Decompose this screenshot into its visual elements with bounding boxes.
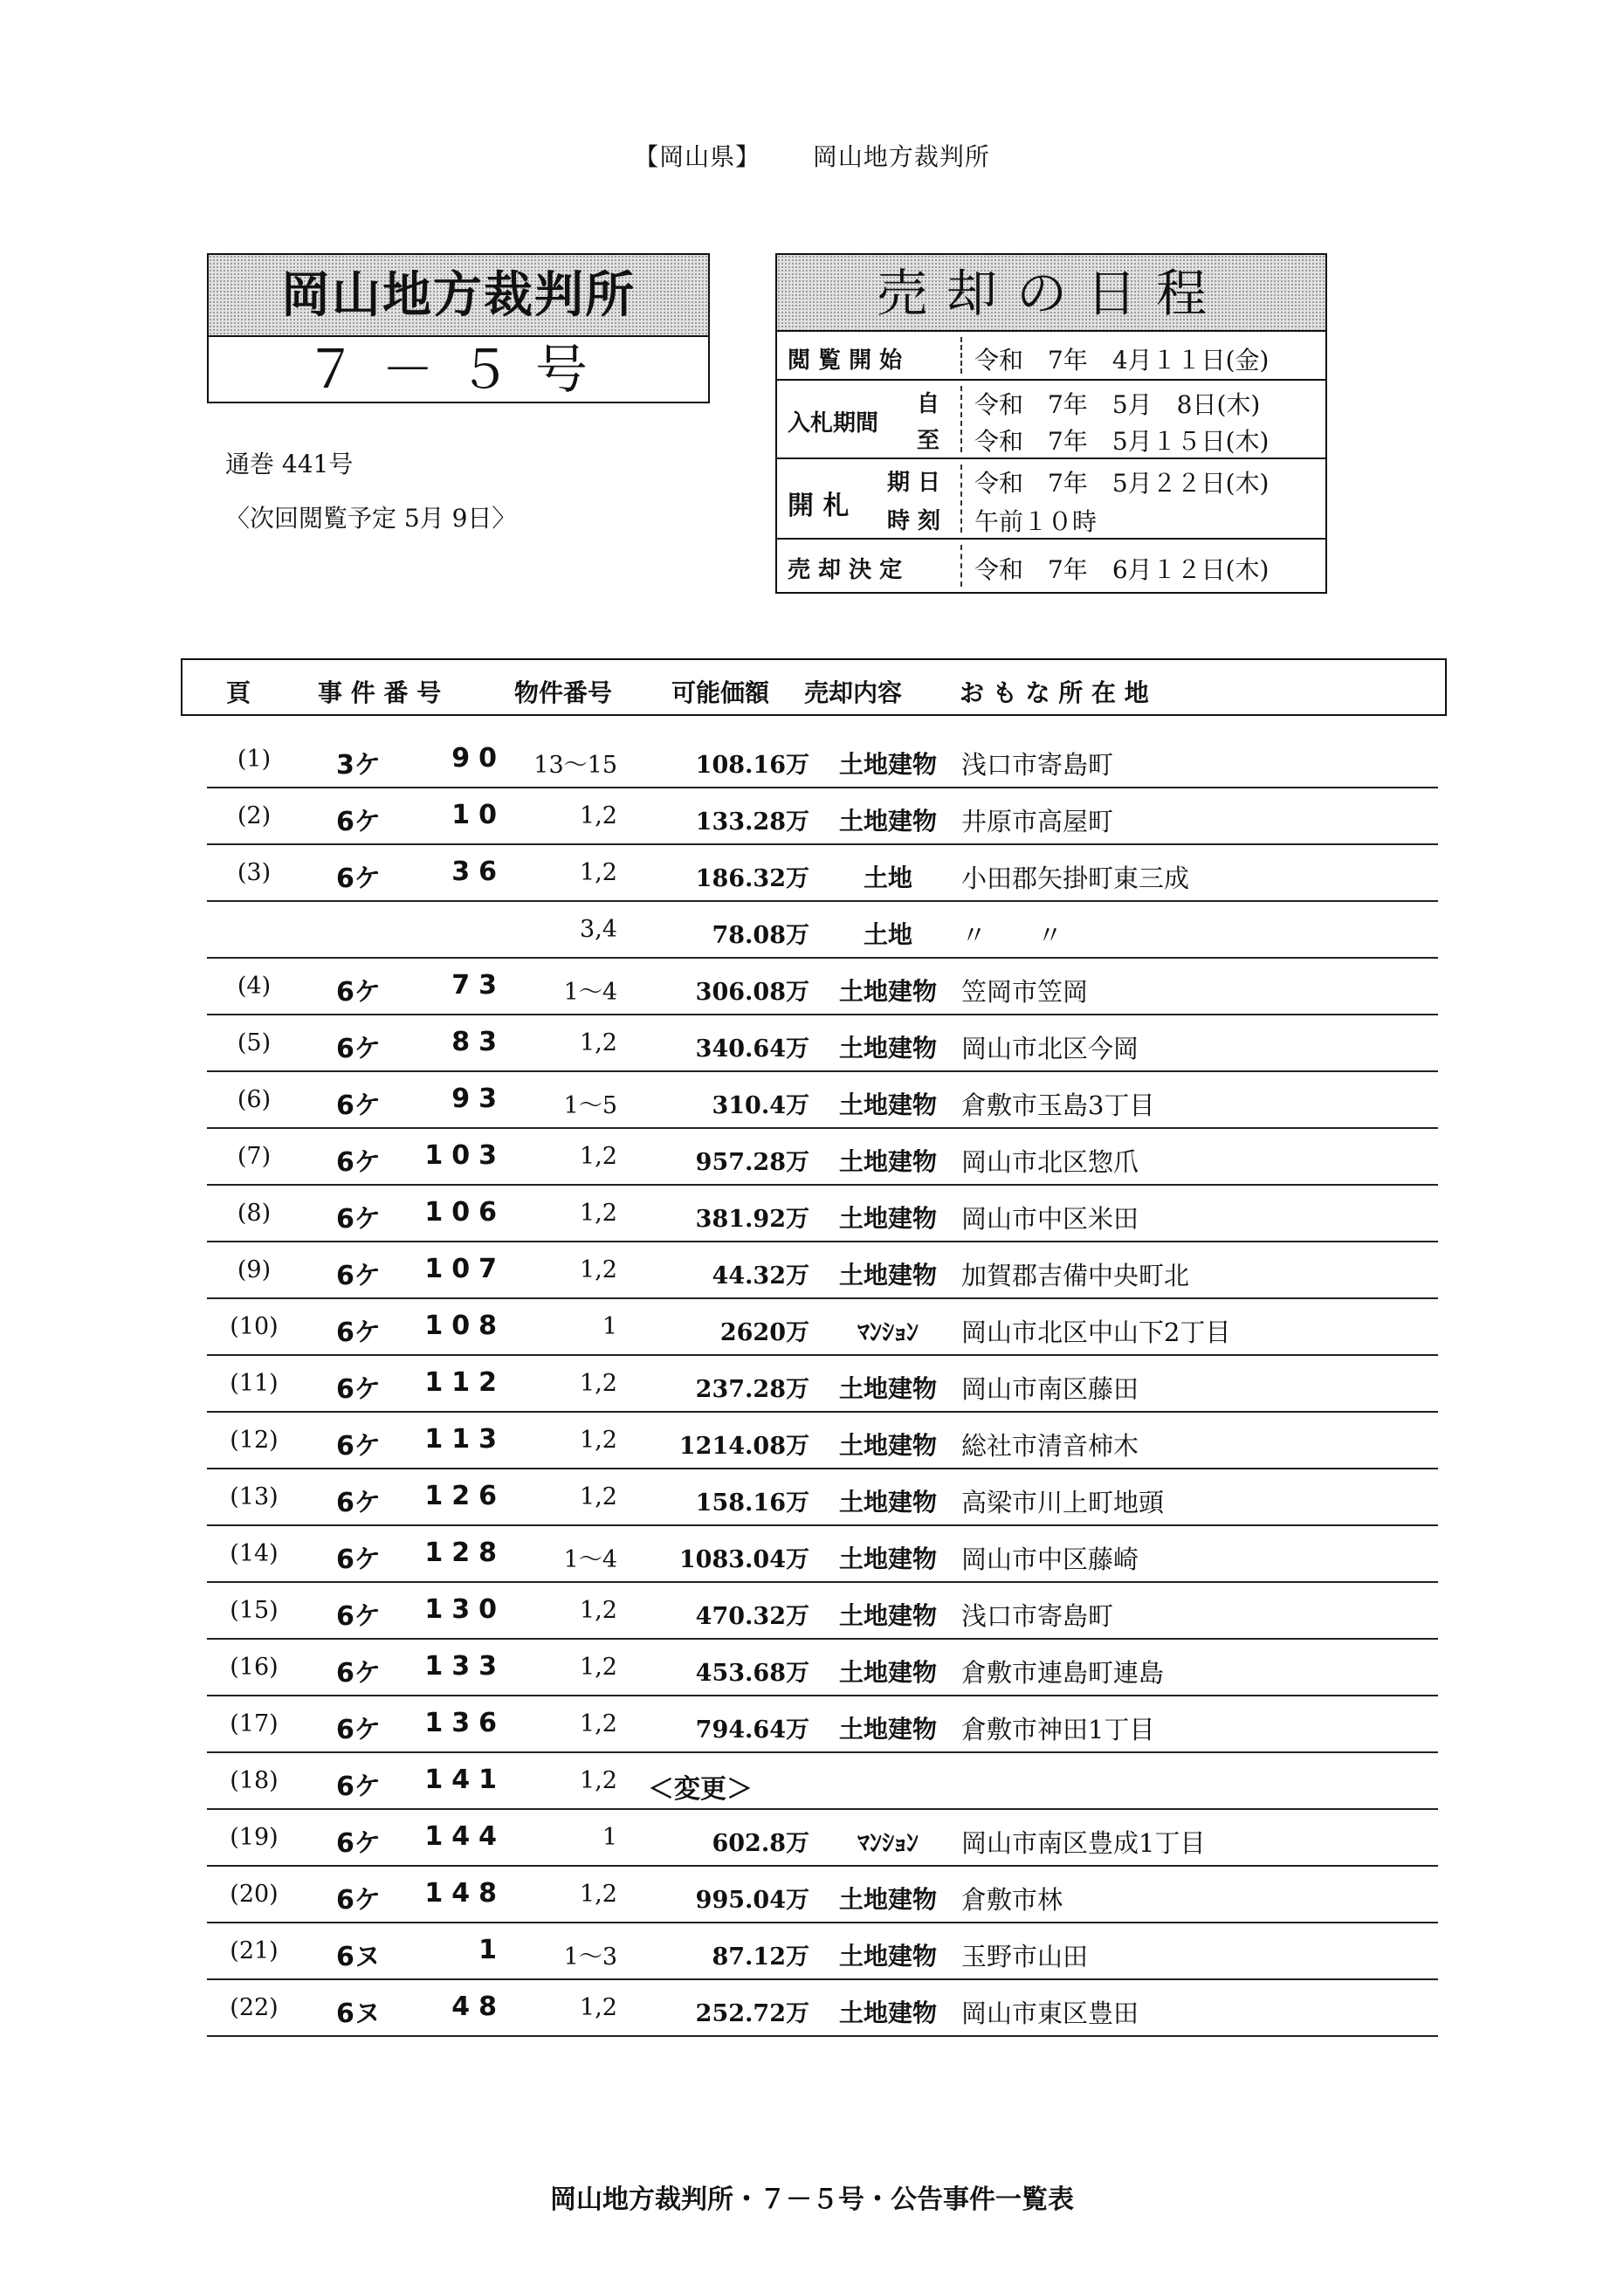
- cell-page: (13): [230, 1483, 279, 1510]
- table-row: [207, 1810, 1438, 1867]
- cell-loc: 倉敷市神田1丁目: [961, 1715, 1155, 1744]
- cell-loc: 小田郡矢掛町東三成: [961, 863, 1190, 893]
- cell-loc: 加賀郡吉備中央町北: [961, 1261, 1190, 1290]
- cell-case: 6ケ: [336, 1204, 381, 1235]
- court-title: 岡山地方裁判所: [209, 255, 708, 337]
- cell-num: 83: [451, 1027, 506, 1057]
- cell-loc: 岡山市北区中山下2丁目: [961, 1317, 1231, 1347]
- cell-num: 48: [451, 1992, 506, 2022]
- schedule-divider: [960, 337, 962, 374]
- table-row: [207, 1469, 1438, 1526]
- table-row: [207, 1072, 1438, 1129]
- cell-num: 73: [451, 970, 506, 1001]
- schedule-row-bidding: [777, 381, 1325, 459]
- cell-loc: 〃 〃: [961, 920, 1063, 950]
- cell-case: 6ケ: [336, 863, 381, 894]
- table-row: [207, 1413, 1438, 1469]
- cell-price: 78.08万: [712, 922, 809, 949]
- cell-loc: 岡山市中区藤崎: [961, 1545, 1139, 1574]
- cell-page: (1): [237, 746, 272, 773]
- header-sale: 売却内容: [804, 678, 903, 707]
- cell-type: 土地建物: [838, 1147, 937, 1176]
- cell-num: 130: [424, 1594, 506, 1625]
- cell-price: 108.16万: [695, 752, 809, 779]
- cell-loc: 倉敷市林: [961, 1885, 1063, 1915]
- cell-type: 土地建物: [838, 1431, 937, 1460]
- cell-case: 6ケ: [336, 1885, 381, 1916]
- cell-price: 252.72万: [695, 2000, 809, 2027]
- cell-price: 310.4万: [712, 1092, 809, 1119]
- cell-loc: 岡山市南区藤田: [961, 1374, 1139, 1404]
- cell-page: (19): [230, 1824, 279, 1851]
- table-row: [207, 1583, 1438, 1640]
- cell-price: 186.32万: [695, 865, 809, 892]
- cell-num: 1: [478, 1935, 506, 1965]
- cell-type: 土地建物: [838, 1601, 937, 1630]
- cell-type: 土地建物: [838, 750, 937, 779]
- prefecture-label: 【岡山県】: [634, 142, 761, 171]
- header-case: 事 件 番 号: [318, 678, 442, 707]
- issue-number: ７－５号: [305, 340, 612, 401]
- schedule-value: 令和 7年 4月１１日(金): [974, 346, 1270, 375]
- cell-prop: 1,2: [580, 1370, 617, 1397]
- cell-price: 602.8万: [712, 1830, 809, 1857]
- cell-page: (12): [230, 1427, 279, 1454]
- table-row: [207, 845, 1438, 902]
- table-row: [207, 732, 1438, 788]
- cell-num: 106: [424, 1197, 506, 1228]
- schedule-label: 入札期間 自 至: [788, 391, 940, 454]
- header-page: 頁: [226, 678, 251, 707]
- cell-num: 90: [451, 743, 506, 774]
- cell-price: 794.64万: [695, 1717, 809, 1744]
- cell-type: ﾏﾝｼｮﾝ: [857, 1317, 919, 1346]
- cell-num: 136: [424, 1708, 506, 1738]
- cell-page: (20): [230, 1881, 279, 1908]
- cell-num: 107: [424, 1254, 506, 1284]
- cell-loc: 浅口市寄島町: [961, 750, 1114, 780]
- cell-case: 6ケ: [336, 1601, 381, 1632]
- cell-prop: 1,2: [580, 1881, 617, 1908]
- cell-type: 土地建物: [838, 977, 937, 1006]
- cell-type: 土地建物: [838, 1545, 937, 1573]
- cell-prop: 13～15: [533, 752, 617, 779]
- cell-case: 3ケ: [336, 750, 381, 781]
- table-row: [207, 1015, 1438, 1072]
- cell-loc: 岡山市北区惣爪: [961, 1147, 1139, 1177]
- cell-price: 1214.08万: [678, 1433, 809, 1460]
- cell-loc: 岡山市南区豊成1丁目: [961, 1828, 1206, 1858]
- cell-price: 453.68万: [695, 1660, 809, 1687]
- header-property: 物件番号: [514, 678, 613, 707]
- schedule-value: 令和 7年 5月 8日(木): [974, 390, 1261, 419]
- cell-prop: 1: [602, 1824, 617, 1851]
- table-row: [207, 1356, 1438, 1413]
- cell-loc: 岡山市東区豊田: [961, 1999, 1139, 2028]
- cell-page: (16): [230, 1654, 279, 1681]
- title-box: [207, 253, 710, 403]
- cell-page: (10): [230, 1313, 279, 1340]
- cell-page: (3): [237, 859, 272, 886]
- cell-case: 6ケ: [336, 1488, 381, 1518]
- cell-type: 土地: [863, 863, 912, 892]
- cell-prop: 1,2: [580, 1994, 617, 2021]
- schedule-value: 午前１０時: [974, 507, 1098, 536]
- cell-page: (9): [237, 1256, 272, 1283]
- cell-prop: 1,2: [580, 1710, 617, 1737]
- cell-type: 土地建物: [838, 1885, 937, 1914]
- cell-type: 土地: [863, 920, 912, 949]
- cell-case: 6ケ: [336, 1658, 381, 1689]
- cell-price: 340.64万: [695, 1035, 809, 1063]
- cell-page: (22): [230, 1994, 279, 2021]
- cell-prop: 1,2: [580, 1654, 617, 1681]
- cell-price: 87.12万: [712, 1944, 809, 1971]
- table-row: [207, 1923, 1438, 1980]
- table-row: [207, 788, 1438, 845]
- cell-prop: 1,2: [580, 1256, 617, 1283]
- cell-num: 36: [451, 857, 506, 887]
- cell-prop: 1,2: [580, 1427, 617, 1454]
- cell-num: 133: [424, 1651, 506, 1682]
- court-label: 岡山地方裁判所: [812, 142, 990, 171]
- cell-prop: 1,2: [580, 1029, 617, 1056]
- cell-page: (8): [237, 1200, 272, 1227]
- cell-loc: 笠岡市笠岡: [961, 977, 1089, 1007]
- cell-page: (18): [230, 1767, 279, 1794]
- cell-type: 土地建物: [838, 1090, 937, 1119]
- cell-case: 6ケ: [336, 1034, 381, 1064]
- cell-case: 6ケ: [336, 1828, 381, 1859]
- cell-case: 6ヌ: [336, 1999, 381, 2029]
- cell-note: ＜変更＞: [648, 1774, 753, 1805]
- cell-price: 381.92万: [695, 1206, 809, 1233]
- table-row: [207, 959, 1438, 1015]
- cell-type: 土地建物: [838, 1488, 937, 1517]
- cell-page: (5): [237, 1029, 272, 1056]
- cell-page: (21): [230, 1937, 279, 1964]
- schedule-row-opening: [777, 459, 1325, 540]
- schedule-divider: [960, 464, 962, 533]
- schedule-divider: [960, 545, 962, 587]
- cell-loc: 岡山市北区今岡: [961, 1034, 1139, 1063]
- cell-type: ﾏﾝｼｮﾝ: [857, 1828, 919, 1857]
- cell-price: 995.04万: [695, 1887, 809, 1914]
- table-row: [207, 1753, 1438, 1810]
- cell-type: 土地建物: [838, 1374, 937, 1403]
- cell-prop: 1,2: [580, 802, 617, 829]
- schedule-label: 売 却 決 定: [788, 557, 903, 583]
- cell-case: 6ケ: [336, 1261, 381, 1291]
- schedule-row-decision: [777, 540, 1325, 592]
- cell-prop: 3,4: [580, 916, 617, 943]
- cell-case: 6ケ: [336, 1090, 381, 1121]
- table-row: [207, 1299, 1438, 1356]
- table-row: [207, 1526, 1438, 1583]
- cell-prop: 1,2: [580, 1767, 617, 1794]
- cell-loc: 総社市清音柿木: [961, 1431, 1139, 1461]
- cell-case: 6ケ: [336, 977, 381, 1008]
- cell-page: (14): [230, 1540, 279, 1567]
- schedule-title: 売却の日程: [777, 255, 1325, 332]
- cell-prop: 1,2: [580, 1143, 617, 1170]
- cell-type: 土地建物: [838, 1204, 937, 1233]
- cell-prop: 1: [602, 1313, 617, 1340]
- cell-price: 158.16万: [695, 1489, 809, 1517]
- cell-case: 6ケ: [336, 1431, 381, 1462]
- cell-page: (4): [237, 973, 272, 1000]
- cell-num: 112: [424, 1367, 506, 1398]
- schedule-value: 令和 7年 5月１５日(木): [974, 427, 1270, 456]
- cell-page: (11): [230, 1370, 279, 1397]
- cell-type: 土地建物: [838, 1999, 937, 2027]
- header-location: お も な 所 在 地: [960, 678, 1149, 707]
- schedule-divider: [960, 386, 962, 452]
- cell-loc: 井原市高屋町: [961, 807, 1114, 836]
- cell-case: 6ケ: [336, 1147, 381, 1178]
- cell-num: 148: [424, 1878, 506, 1909]
- cell-num: 108: [424, 1311, 506, 1341]
- cell-num: 103: [424, 1140, 506, 1171]
- cell-num: 93: [451, 1084, 506, 1114]
- cell-price: 306.08万: [695, 979, 809, 1006]
- cell-price: 2620万: [719, 1319, 809, 1346]
- cell-num: 141: [424, 1765, 506, 1795]
- table-row: [207, 1867, 1438, 1923]
- table-row: [207, 1640, 1438, 1696]
- cell-page: (7): [237, 1143, 272, 1170]
- cell-prop: 1,2: [580, 1483, 617, 1510]
- cell-prop: 1～3: [563, 1944, 617, 1971]
- schedule-label: 閲 覧 開 始: [788, 347, 903, 374]
- schedule-value: 令和 7年 5月２２日(木): [974, 469, 1270, 498]
- cell-price: 957.28万: [695, 1149, 809, 1176]
- cell-num: 10: [451, 800, 506, 830]
- cell-case: 6ケ: [336, 1715, 381, 1745]
- cell-loc: 高梁市川上町地頭: [961, 1488, 1165, 1517]
- schedule-label: 開 札 期 日 時 刻: [788, 470, 941, 534]
- cell-prop: 1～5: [563, 1092, 617, 1119]
- table-row: [207, 1242, 1438, 1299]
- cell-case: 6ケ: [336, 1772, 381, 1802]
- cell-page: (2): [237, 802, 272, 829]
- cell-type: 土地建物: [838, 807, 937, 836]
- header-price: 可能価額: [671, 678, 770, 707]
- table-row: [207, 1696, 1438, 1753]
- cell-case: 6ケ: [336, 1374, 381, 1405]
- volume-number: 通巻 441号: [225, 450, 354, 478]
- page-footer: 岡山地方裁判所・７－５号・公告事件一覧表: [550, 2184, 1074, 2215]
- cell-num: 126: [424, 1481, 506, 1511]
- cell-loc: 倉敷市玉島3丁目: [961, 1090, 1155, 1120]
- cell-prop: 1～4: [563, 1546, 617, 1573]
- cell-type: 土地建物: [838, 1942, 937, 1971]
- cell-price: 237.28万: [695, 1376, 809, 1403]
- cell-prop: 1,2: [580, 1597, 617, 1624]
- cell-num: 113: [424, 1424, 506, 1455]
- schedule-value: 令和 7年 6月１２日(木): [974, 555, 1270, 584]
- table-row: [207, 1980, 1438, 2037]
- cell-type: 土地建物: [838, 1034, 937, 1063]
- cell-page: (15): [230, 1597, 279, 1624]
- table-row: [207, 1186, 1438, 1242]
- cell-prop: 1,2: [580, 1200, 617, 1227]
- cell-price: 44.32万: [712, 1262, 809, 1290]
- list-header: [181, 658, 1447, 716]
- cell-loc: 岡山市中区米田: [961, 1204, 1139, 1234]
- table-row: [207, 1129, 1438, 1186]
- cell-loc: 浅口市寄島町: [961, 1601, 1114, 1631]
- cell-loc: 倉敷市連島町連島: [961, 1658, 1165, 1688]
- cell-page: (6): [237, 1086, 272, 1113]
- next-view-date: 〈次回閲覧予定 5月 9日〉: [225, 504, 517, 533]
- cell-page: (17): [230, 1710, 279, 1737]
- cell-price: 133.28万: [695, 808, 809, 836]
- cell-type: 土地建物: [838, 1715, 937, 1744]
- page-header: [0, 138, 1624, 173]
- table-row: [207, 902, 1438, 959]
- cell-case: 6ヌ: [336, 1942, 381, 1972]
- cell-num: 144: [424, 1821, 506, 1852]
- cell-type: 土地建物: [838, 1261, 937, 1290]
- cell-case: 6ケ: [336, 807, 381, 837]
- cell-num: 128: [424, 1538, 506, 1568]
- cell-type: 土地建物: [838, 1658, 937, 1687]
- cell-price: 1083.04万: [678, 1546, 809, 1573]
- cell-case: 6ケ: [336, 1545, 381, 1575]
- sale-schedule: [775, 253, 1327, 594]
- cell-price: 470.32万: [695, 1603, 809, 1630]
- cell-loc: 玉野市山田: [961, 1942, 1089, 1971]
- cell-prop: 1,2: [580, 859, 617, 886]
- schedule-row-viewing: [777, 332, 1325, 381]
- cell-case: 6ケ: [336, 1317, 381, 1348]
- cell-prop: 1～4: [563, 979, 617, 1006]
